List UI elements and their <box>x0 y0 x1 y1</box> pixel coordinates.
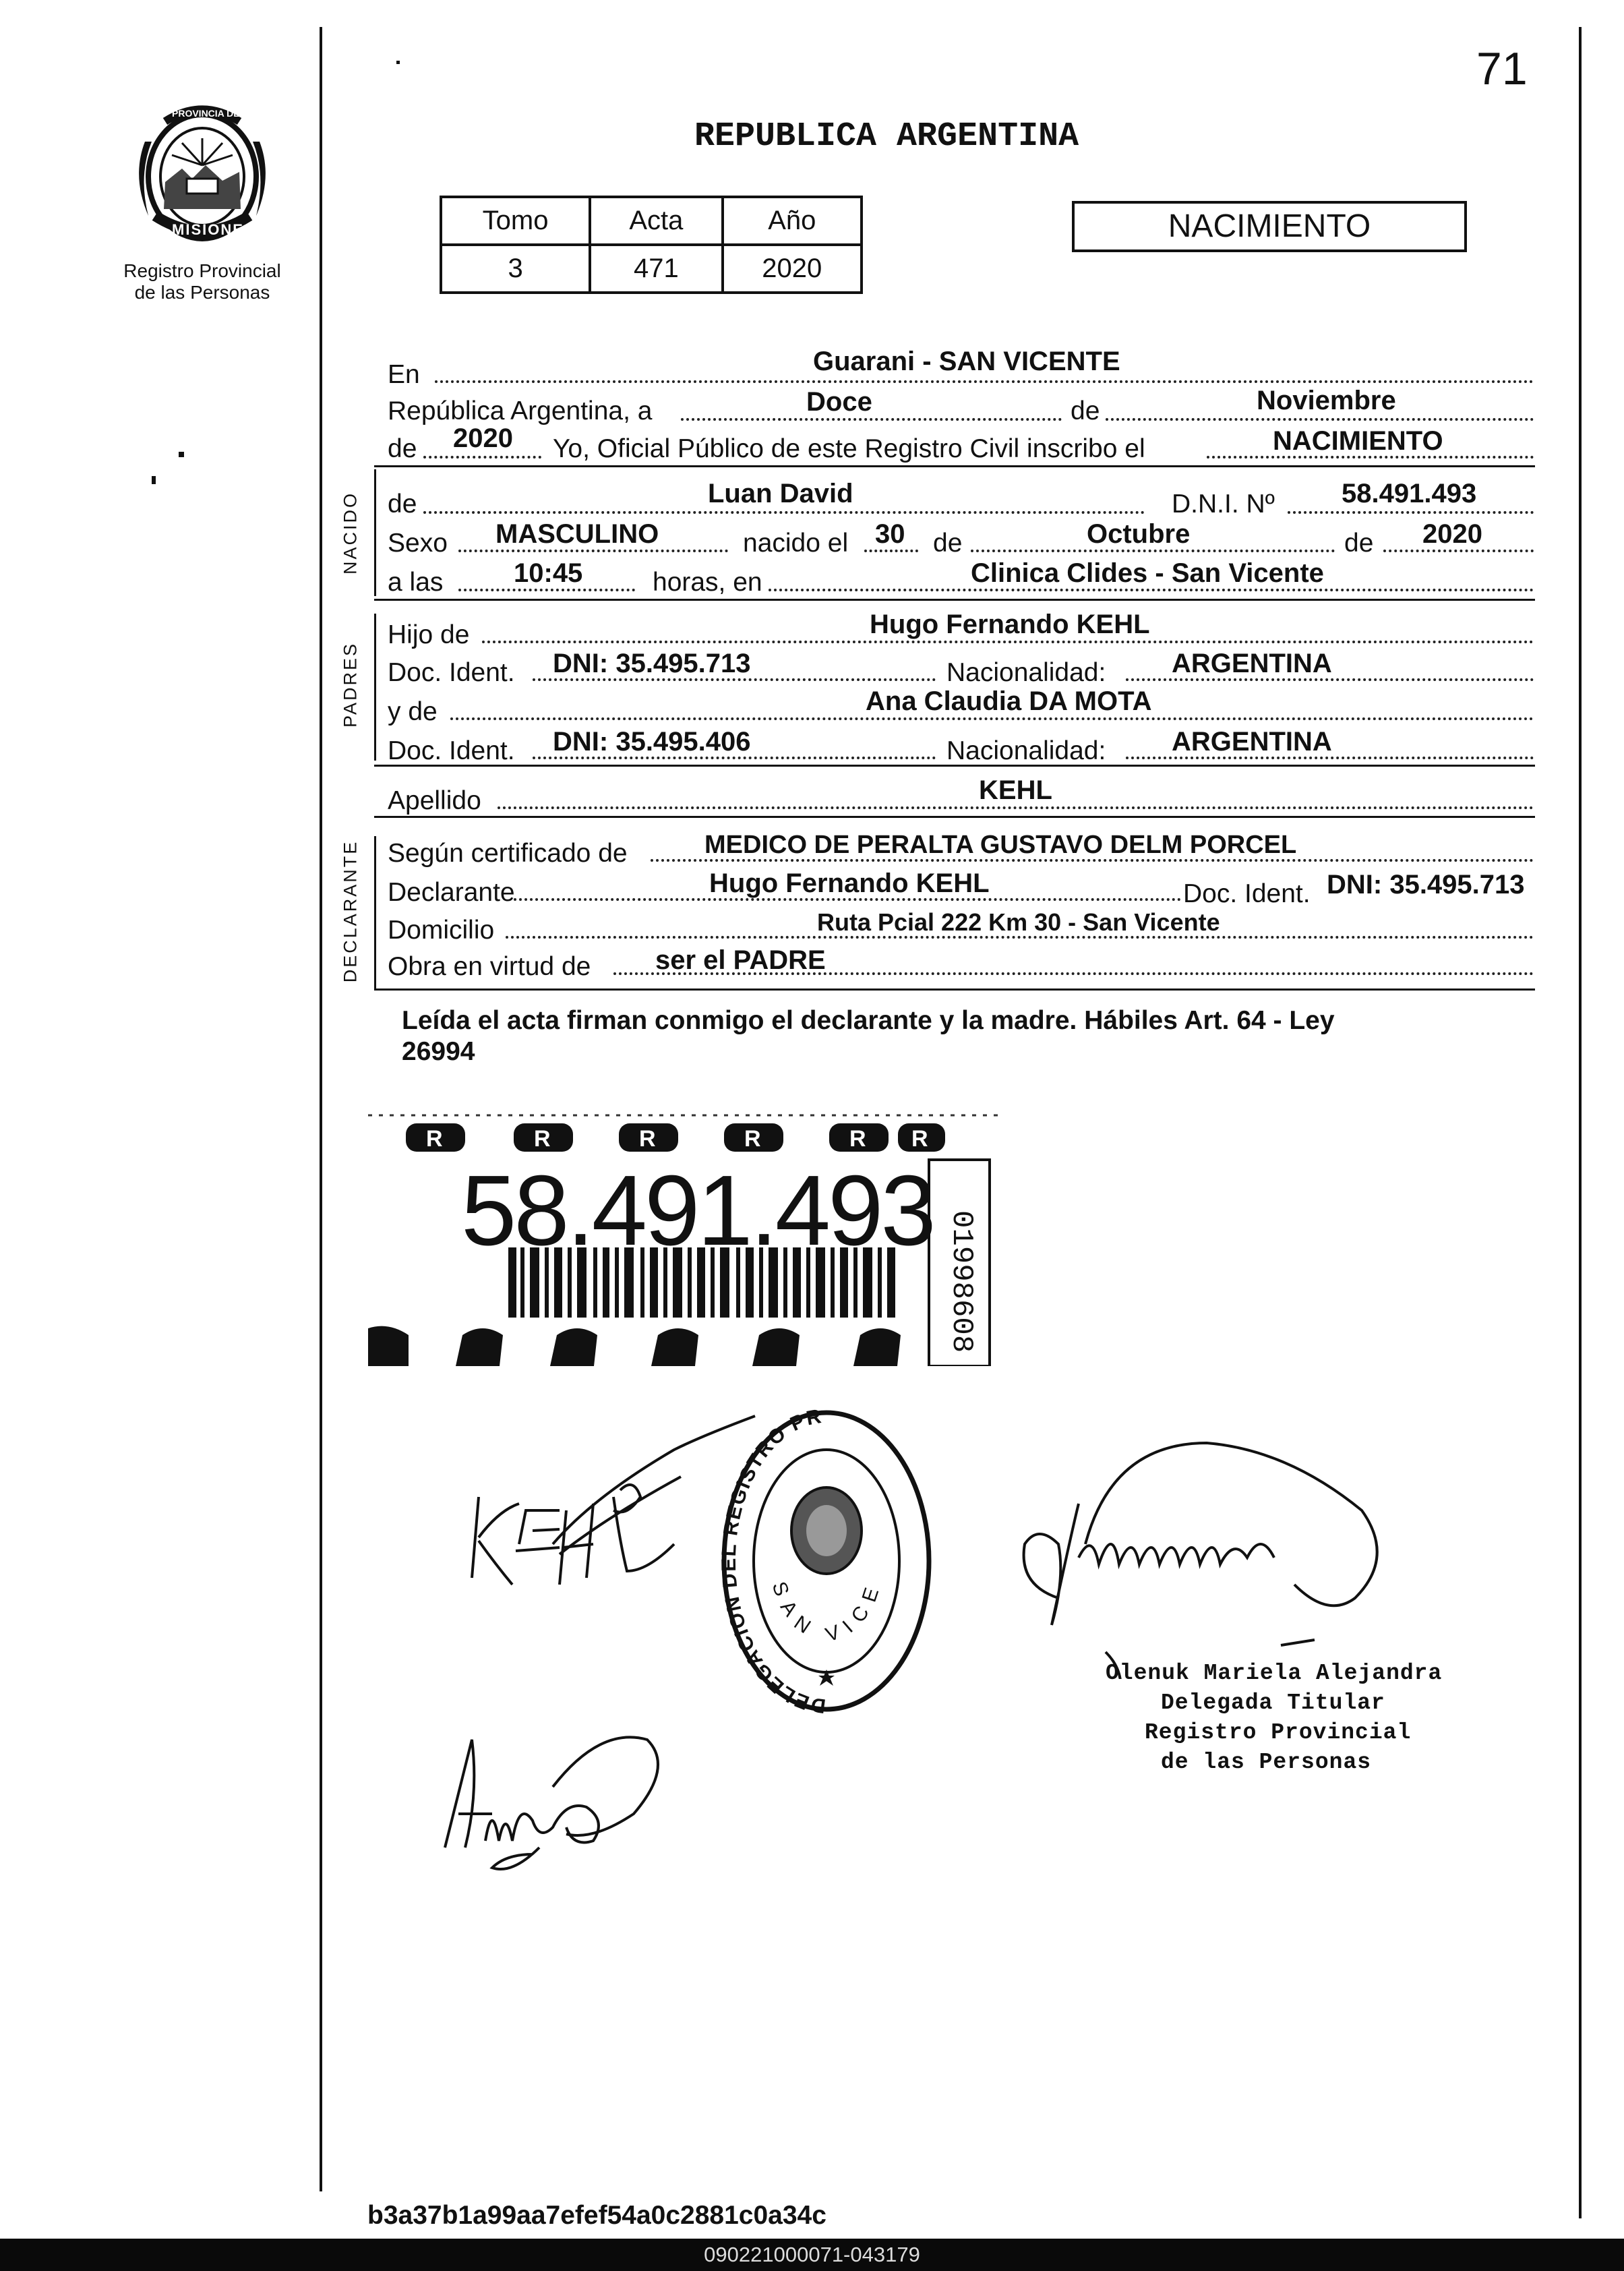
province-seal-logo <box>125 101 280 253</box>
mother-nationality-label: Nacionalidad: <box>946 736 1106 765</box>
certificate-label: Según certificado de <box>388 839 628 868</box>
footer-bar <box>0 2239 1624 2271</box>
and-of-label: y de <box>388 697 438 726</box>
official-name-block <box>1106 1659 1443 1777</box>
republic-label: República Argentina, a <box>388 396 653 425</box>
declarant-dotline <box>514 898 1181 901</box>
child-sex: MASCULINO <box>495 519 659 549</box>
stray-mark <box>396 61 400 64</box>
official-title: Delegada Titular <box>1161 1690 1385 1715</box>
registry-line1: Registro Provincial <box>123 260 281 281</box>
official-signature <box>978 1423 1382 1679</box>
day-dotline <box>681 418 1062 421</box>
registrar-statement: Yo, Oficial Público de este Registro Civil inscribo el <box>553 434 1145 463</box>
stray-mark <box>179 452 184 457</box>
mother-doc: DNI: 35.495.406 <box>553 727 751 757</box>
birth-month: Octubre <box>1087 519 1191 549</box>
son-of-label: Hijo de <box>388 620 470 649</box>
address-dotline <box>506 936 1534 939</box>
declarant-section-label: DECLARANTE <box>340 839 361 983</box>
father-doc: DNI: 35.495.713 <box>553 649 751 678</box>
official-name: Olenuk Mariela Alejandra <box>1106 1661 1443 1686</box>
birth-year: 2020 <box>1422 519 1482 549</box>
birth-place-dotline <box>769 589 1534 591</box>
closing-text-line2: 26994 <box>402 1037 475 1066</box>
svg-text:R: R <box>744 1126 761 1152</box>
ref-value-anio: 2020 <box>723 245 862 293</box>
parents-section-rule <box>374 765 1535 767</box>
logo-bottom-text: MISIONES <box>172 221 255 238</box>
reference-header-row <box>441 197 862 245</box>
ref-header-acta: Acta <box>590 197 722 245</box>
father-dotline <box>482 641 1534 643</box>
ref-header-tomo: Tomo <box>441 197 590 245</box>
father-nationality: ARGENTINA <box>1172 649 1332 678</box>
name-dotline <box>423 511 1145 514</box>
act-value: NACIMIENTO <box>1273 426 1443 456</box>
mother-doc-label: Doc. Ident. <box>388 736 515 765</box>
svg-text:R: R <box>639 1126 656 1152</box>
birth-day-dotline <box>864 550 918 552</box>
day-value: Doce <box>806 387 872 417</box>
sticker-dni-number: 58.491.493 <box>461 1155 934 1266</box>
closing-text-line1: Leída el acta firman conmigo el declarante y la madre. Hábiles Art. 64 - Ley <box>402 1006 1335 1035</box>
footer-code: 090221000071-043179 <box>704 2243 920 2266</box>
certificate-value: MEDICO DE PERALTA GUSTAVO DELM PORCEL <box>704 831 1297 859</box>
official-office-2: de las Personas <box>1161 1750 1372 1775</box>
father-nationality-label: Nacionalidad: <box>946 658 1106 687</box>
declarant-doc: DNI: 35.495.713 <box>1327 870 1525 899</box>
address-label: Domicilio <box>388 916 495 945</box>
born-on-label: nacido el <box>743 529 849 558</box>
father-name: Hugo Fernando KEHL <box>870 610 1150 639</box>
father-doc-dotline <box>533 678 936 681</box>
sex-label: Sexo <box>388 529 448 558</box>
capacity-label: Obra en virtud de <box>388 952 591 981</box>
declarant-doc-label: Doc. Ident. <box>1183 879 1311 908</box>
right-margin-line <box>1579 27 1582 2218</box>
father-nationality-dotline <box>1126 678 1534 681</box>
intro-section-rule <box>374 465 1535 467</box>
capacity-value: ser el PADRE <box>655 945 826 975</box>
place-dotline <box>435 380 1534 383</box>
stamp-inner-text: SAN VICE <box>767 1576 886 1647</box>
surname-value: KEHL <box>979 775 1052 805</box>
registry-name <box>101 260 303 303</box>
act-type-box <box>1072 201 1467 252</box>
country-title: REPUBLICA ARGENTINA <box>694 117 1079 156</box>
born-de-label-2: de <box>933 529 963 558</box>
svg-text:R: R <box>426 1126 443 1152</box>
born-section-rule <box>374 599 1535 601</box>
page-number: 71 <box>1476 43 1528 94</box>
sex-dotline <box>458 550 728 552</box>
dni-dotline <box>1288 511 1534 514</box>
ref-value-acta: 471 <box>590 245 722 293</box>
mother-nationality-dotline <box>1126 757 1534 759</box>
parents-section-label: PADRES <box>340 641 361 728</box>
stamp-outer-text: DELEGACION DEL REGISTRO PR <box>719 1409 827 1717</box>
de-label-2: de <box>388 434 417 463</box>
mother-nationality: ARGENTINA <box>1172 727 1332 757</box>
birth-time: 10:45 <box>514 558 583 588</box>
place-value: Guarani - SAN VICENTE <box>813 347 1120 376</box>
birth-place: Clinica Clides - San Vicente <box>971 558 1324 588</box>
month-dotline <box>1106 418 1534 421</box>
de-label-1: de <box>1071 396 1100 425</box>
year-value: 2020 <box>453 423 513 453</box>
surname-dotline <box>498 806 1534 809</box>
svg-text:R: R <box>849 1126 866 1152</box>
official-office-1: Registro Provincial <box>1145 1720 1412 1745</box>
mother-doc-dotline <box>533 757 936 759</box>
mother-dotline <box>450 717 1534 720</box>
mother-signature <box>431 1713 674 1875</box>
left-margin-line <box>320 27 322 2191</box>
time-dotline <box>458 589 635 591</box>
dni-label: D.N.I. Nº <box>1172 490 1275 519</box>
act-dotline <box>1207 456 1534 459</box>
en-label: En <box>388 360 420 389</box>
birth-year-dotline <box>1383 550 1534 552</box>
declarant-name: Hugo Fernando KEHL <box>709 868 990 898</box>
logo-top-text: PROVINCIA DE <box>172 108 240 119</box>
mother-name: Ana Claudia DA MOTA <box>866 686 1152 716</box>
stray-mark <box>152 476 156 484</box>
year-dotline <box>423 456 541 459</box>
address-value: Ruta Pcial 222 Km 30 - San Vicente <box>817 908 1220 936</box>
born-section-label: NACIDO <box>340 492 361 575</box>
child-dni: 58.491.493 <box>1342 479 1477 508</box>
registry-line2: de las Personas <box>134 282 270 303</box>
reference-table <box>440 196 863 294</box>
surname-rule <box>374 816 1535 818</box>
declarant-label: Declarante <box>388 878 515 907</box>
certificate-dotline <box>651 859 1534 862</box>
birth-month-dotline <box>971 550 1335 552</box>
ref-value-tomo: 3 <box>441 245 590 293</box>
ref-header-anio: Año <box>723 197 862 245</box>
birth-day: 30 <box>875 519 905 549</box>
act-type-label: NACIMIENTO <box>1168 208 1371 244</box>
born-de-label: de <box>388 490 417 519</box>
registry-stamp <box>719 1409 934 1719</box>
parents-section-bracket <box>374 614 376 761</box>
declarant-section-bracket <box>374 836 376 989</box>
father-doc-label: Doc. Ident. <box>388 658 515 687</box>
declarant-section-rule <box>374 989 1535 991</box>
month-value: Noviembre <box>1257 386 1396 415</box>
born-section-bracket <box>374 469 376 596</box>
reference-value-row <box>441 245 862 293</box>
sticker-serial: 01998608 <box>944 1210 978 1353</box>
born-de-label-3: de <box>1344 529 1374 558</box>
hours-label: horas, en <box>653 568 762 597</box>
dni-sticker <box>368 1113 998 1366</box>
svg-text:R: R <box>911 1126 928 1152</box>
time-label: a las <box>388 568 444 597</box>
document-hash: b3a37b1a99aa7efef54a0c2881c0a34c <box>367 2201 826 2230</box>
svg-text:R: R <box>534 1126 551 1152</box>
child-name: Luan David <box>708 479 853 508</box>
surname-label: Apellido <box>388 786 481 815</box>
